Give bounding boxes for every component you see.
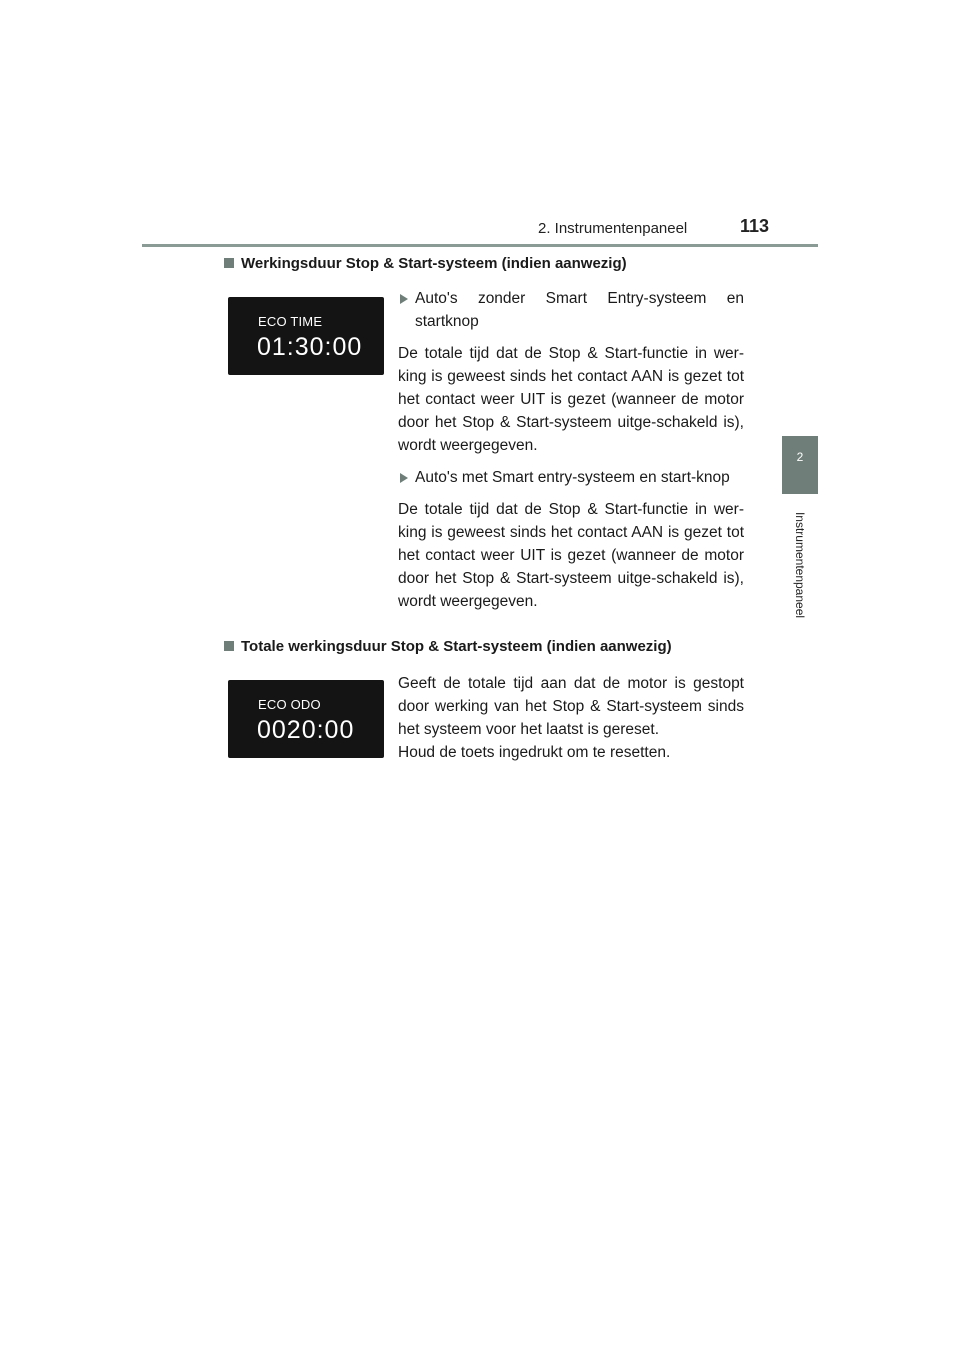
display-value: 0020:00 [257,716,355,744]
description-paragraph: De totale tijd dat de Stop & Start-functie in wer-king is geweest sinds het contact AAN is gezet tot het contact weer UIT is gezet (wanneer de motor door het Stop & Start-systeem uitge-schakeld is), wordt weergegeven. [398,501,744,610]
section-heading-totale-werkingsduur [224,638,672,655]
chapter-tab-number: 2 [796,450,804,464]
section-body-werkingsduur [398,287,744,622]
header-divider [142,244,818,247]
triangle-bullet-icon [400,294,408,304]
chapter-side-label: Instrumentenpaneel [793,511,807,619]
section-heading-werkingsduur [224,255,627,272]
chapter-tab[interactable] [782,436,818,494]
square-bullet-icon [224,258,234,268]
triangle-bullet-icon [400,473,408,483]
description-paragraph: De totale tijd dat de Stop & Start-functie in wer-king is geweest sinds het contact AAN is gezet tot het contact weer UIT is gezet (wanneer de motor door het Stop & Start-systeem uitge-schakeld is), wordt weergegeven. [398,345,744,454]
page-number: 113 [740,216,770,236]
eco-odo-display-image [228,680,384,758]
chapter-title: 2. Instrumentenpaneel [538,220,688,237]
display-value: 01:30:00 [257,333,363,361]
description-paragraph: Houd de toets ingedrukt om te resetten. [398,744,671,761]
section-body-totale-werkingsduur [398,672,744,773]
variant-bullet [398,287,744,333]
variant-bullet-text: Auto's zonder Smart Entry-systeem en startknop [415,290,744,330]
display-label: ECO ODO [258,697,321,712]
section-heading-text: Werkingsduur Stop & Start-systeem (indien aanwezig) [241,255,627,272]
section-heading-text: Totale werkingsduur Stop & Start-systeem (indien aanwezig) [241,638,672,655]
eco-time-display-image [228,297,384,375]
variant-bullet-text: Auto's met Smart entry-systeem en start-knop [415,469,730,486]
display-label: ECO TIME [258,314,323,329]
description-paragraph: Geeft de totale tijd aan dat de motor is gestopt door werking van het Stop & Start-systeem sinds het systeem voor het laatst is gereset. [398,675,744,738]
variant-bullet [398,466,744,489]
square-bullet-icon [224,641,234,651]
